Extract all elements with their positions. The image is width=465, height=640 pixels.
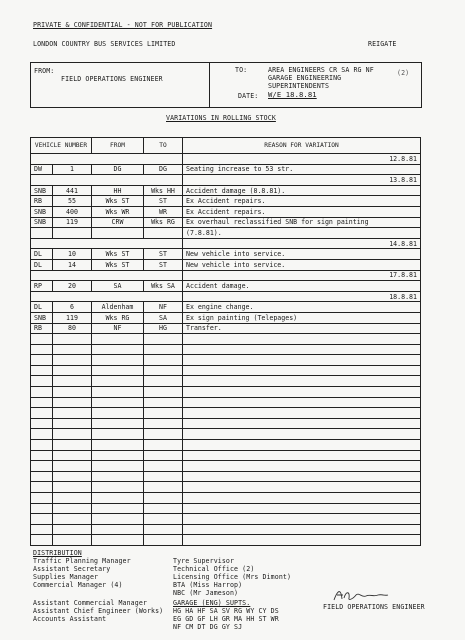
vehicle-number-cell (53, 228, 92, 239)
distribution-left-4: Commercial Manager (4) (33, 581, 123, 589)
blank-cell (183, 514, 421, 525)
reason-cell: New vehicle into service. (183, 249, 421, 260)
date-label: DATE: (238, 92, 259, 100)
distribution-right-1: Tyre Supervisor (173, 557, 235, 565)
blank-cell (144, 461, 183, 472)
from-cell: DG (92, 164, 144, 175)
date-row (31, 154, 421, 165)
vehicle-class-cell: SNB (31, 206, 53, 217)
blank-cell (183, 365, 421, 376)
blank-cell (92, 365, 144, 376)
from-value: FIELD OPERATIONS ENGINEER (61, 75, 163, 83)
vehicle-number-cell: 10 (53, 249, 92, 260)
distribution-left-lower-2: Assistant Chief Engineer (Works) (33, 607, 164, 615)
vehicle-class-cell: DL (31, 302, 53, 313)
table-row (31, 196, 421, 207)
table-row (31, 228, 421, 239)
blank-cell (144, 397, 183, 408)
from-cell (92, 228, 144, 239)
blank-row (31, 344, 421, 355)
blank-cell (31, 334, 53, 345)
blank-cell (92, 503, 144, 514)
from-cell: Wks ST (92, 196, 144, 207)
blank-cell (183, 344, 421, 355)
blank-row (31, 493, 421, 504)
empty-cell (31, 154, 183, 165)
blank-cell (53, 503, 92, 514)
blank-cell (53, 408, 92, 419)
vehicle-number-cell: 119 (53, 217, 92, 228)
blank-cell (183, 440, 421, 451)
blank-cell (31, 482, 53, 493)
date-row (31, 238, 421, 249)
blank-cell (53, 397, 92, 408)
table-row (31, 249, 421, 260)
blank-cell (31, 461, 53, 472)
blank-cell (53, 471, 92, 482)
blank-cell (92, 418, 144, 429)
blank-cell (53, 493, 92, 504)
blank-row (31, 461, 421, 472)
blank-cell (183, 376, 421, 387)
distribution-heading: DISTRIBUTION (33, 549, 82, 557)
distribution-left-1: Traffic Planning Manager (33, 557, 131, 565)
blank-row (31, 524, 421, 535)
handwritten-signature (332, 587, 390, 603)
reason-cell: Ex engine change. (183, 302, 421, 313)
to-cell: ST (144, 249, 183, 260)
blank-cell (31, 535, 53, 546)
distribution-right-2: Technical Office (2) (173, 565, 255, 573)
blank-cell (53, 482, 92, 493)
blank-cell (53, 376, 92, 387)
blank-cell (53, 344, 92, 355)
blank-cell (31, 503, 53, 514)
date-cell: 14.8.81 (183, 238, 421, 249)
blank-cell (183, 482, 421, 493)
blank-cell (92, 408, 144, 419)
blank-cell (183, 355, 421, 366)
from-cell: Wks RG (92, 312, 144, 323)
blank-cell (92, 493, 144, 504)
blank-cell (53, 524, 92, 535)
vehicle-number-cell: 14 (53, 259, 92, 270)
blank-row (31, 440, 421, 451)
reason-cell: Ex sign painting (Telepages) (183, 312, 421, 323)
vehicle-number-cell: 441 (53, 185, 92, 196)
vehicle-class-cell: SNB (31, 312, 53, 323)
blank-cell (53, 535, 92, 546)
blank-cell (92, 535, 144, 546)
distribution-right-3: Licensing Office (Mrs Dimont) (173, 573, 292, 581)
to-cell: Wks HH (144, 185, 183, 196)
blank-cell (92, 471, 144, 482)
blank-cell (31, 471, 53, 482)
blank-row (31, 482, 421, 493)
blank-row (31, 450, 421, 461)
date-cell: 18.8.81 (183, 291, 421, 302)
blank-row (31, 471, 421, 482)
blank-row (31, 376, 421, 387)
reason-cell: Ex Accident repairs. (183, 196, 421, 207)
blank-cell (31, 440, 53, 451)
from-cell: CRW (92, 217, 144, 228)
blank-cell (92, 376, 144, 387)
blank-cell (92, 524, 144, 535)
header-reason: REASON FOR VARIATION (183, 138, 421, 154)
from-cell: Wks WR (92, 206, 144, 217)
blank-cell (183, 535, 421, 546)
blank-cell (31, 355, 53, 366)
blank-cell (53, 440, 92, 451)
table-header-row (31, 138, 421, 154)
to-cell: ST (144, 196, 183, 207)
blank-row (31, 429, 421, 440)
memo-header-divider (209, 62, 210, 108)
from-label: FROM: (34, 67, 55, 75)
blank-cell (53, 418, 92, 429)
blank-cell (144, 334, 183, 345)
vehicle-number-cell: 400 (53, 206, 92, 217)
classification-heading: PRIVATE & CONFIDENTIAL - NOT FOR PUBLICATION (33, 21, 213, 29)
blank-row (31, 535, 421, 546)
from-cell: Wks ST (92, 259, 144, 270)
blank-cell (53, 355, 92, 366)
blank-cell (144, 535, 183, 546)
vehicle-number-cell: 55 (53, 196, 92, 207)
blank-cell (53, 365, 92, 376)
vehicle-class-cell: DW (31, 164, 53, 175)
blank-cell (31, 376, 53, 387)
to-cell: DG (144, 164, 183, 175)
blank-cell (144, 503, 183, 514)
table-row (31, 312, 421, 323)
blank-cell (183, 397, 421, 408)
to-line-3: SUPERINTENDENTS (268, 82, 330, 90)
blank-cell (183, 387, 421, 398)
table-row (31, 217, 421, 228)
vehicle-class-cell: SNB (31, 217, 53, 228)
garage-line-1: HG HA HF SA SV RG WY CY DS (173, 607, 279, 615)
header-to: TO (144, 138, 183, 154)
blank-cell (144, 387, 183, 398)
blank-cell (183, 334, 421, 345)
garage-line-2: EG GD GF LH GR MA HH ST WR (173, 615, 279, 623)
to-cell: Wks SA (144, 281, 183, 292)
vehicle-class-cell: RB (31, 323, 53, 334)
to-cell (144, 228, 183, 239)
date-value: W/E 18.8.81 (268, 90, 317, 99)
blank-cell (31, 418, 53, 429)
reason-cell: Ex overhaul reclassified SNB for sign painting (183, 217, 421, 228)
table-row (31, 164, 421, 175)
table-row (31, 259, 421, 270)
blank-cell (183, 503, 421, 514)
blank-cell (53, 461, 92, 472)
to-cell: SA (144, 312, 183, 323)
vehicle-class-cell: RP (31, 281, 53, 292)
garage-heading: GARAGE (ENG) SUPTS. (173, 599, 251, 607)
blank-cell (92, 355, 144, 366)
header-vehicle-number: VEHICLE NUMBER (31, 138, 92, 154)
vehicle-class-cell: RB (31, 196, 53, 207)
blank-cell (92, 387, 144, 398)
blank-cell (183, 408, 421, 419)
reason-cell: Accident damage (8.8.81). (183, 185, 421, 196)
vehicle-number-cell: 20 (53, 281, 92, 292)
vehicle-class-cell: DL (31, 249, 53, 260)
blank-cell (53, 514, 92, 525)
blank-cell (183, 418, 421, 429)
date-cell: 12.8.81 (183, 154, 421, 165)
to-cell: NF (144, 302, 183, 313)
vehicle-number-cell: 6 (53, 302, 92, 313)
blank-row (31, 397, 421, 408)
to-cell: Wks RG (144, 217, 183, 228)
from-cell: HH (92, 185, 144, 196)
to-line-2: GARAGE ENGINEERING (268, 74, 342, 82)
blank-row (31, 408, 421, 419)
date-row (31, 175, 421, 186)
blank-cell (92, 482, 144, 493)
blank-cell (144, 493, 183, 504)
blank-cell (144, 482, 183, 493)
vehicle-class-cell: SNB (31, 185, 53, 196)
table-row (31, 281, 421, 292)
blank-cell (144, 344, 183, 355)
from-cell: Wks ST (92, 249, 144, 260)
distribution-right-4: BTA (Miss Harrop) (173, 581, 243, 589)
signature-title: FIELD OPERATIONS ENGINEER (323, 603, 425, 611)
blank-cell (183, 471, 421, 482)
blank-cell (92, 514, 144, 525)
blank-cell (144, 440, 183, 451)
blank-cell (31, 429, 53, 440)
empty-cell (31, 270, 183, 281)
to-cell: ST (144, 259, 183, 270)
to-label: TO: (235, 66, 248, 74)
reason-cell: Accident damage. (183, 281, 421, 292)
distribution-right-5: NBC (Mr Jameson) (173, 589, 239, 597)
blank-cell (53, 450, 92, 461)
date-cell: 13.8.81 (183, 175, 421, 186)
vehicle-class-cell (31, 228, 53, 239)
blank-cell (92, 450, 144, 461)
blank-cell (31, 387, 53, 398)
blank-cell (183, 461, 421, 472)
blank-cell (92, 344, 144, 355)
table-row (31, 302, 421, 313)
blank-cell (92, 334, 144, 345)
table-row (31, 185, 421, 196)
blank-cell (92, 397, 144, 408)
blank-row (31, 418, 421, 429)
to-cell: HG (144, 323, 183, 334)
table-row (31, 323, 421, 334)
blank-cell (53, 387, 92, 398)
blank-cell (92, 429, 144, 440)
blank-cell (183, 524, 421, 535)
blank-row (31, 334, 421, 345)
blank-cell (183, 429, 421, 440)
blank-row (31, 365, 421, 376)
blank-cell (92, 461, 144, 472)
blank-cell (144, 524, 183, 535)
blank-cell (144, 376, 183, 387)
vehicle-number-cell: 119 (53, 312, 92, 323)
distribution-left-lower-3: Accounts Assistant (33, 615, 107, 623)
blank-cell (144, 355, 183, 366)
corner-mark: (2) (397, 69, 410, 77)
reason-cell: Ex Accident repairs. (183, 206, 421, 217)
document-title: VARIATIONS IN ROLLING STOCK (166, 114, 276, 122)
header-from: FROM (92, 138, 144, 154)
empty-cell (31, 291, 183, 302)
distribution-left-3: Supplies Manager (33, 573, 99, 581)
blank-row (31, 355, 421, 366)
organisation-name: LONDON COUNTRY BUS SERVICES LIMITED (33, 40, 176, 48)
distribution-left-2: Assistant Secretary (33, 565, 111, 573)
blank-cell (92, 440, 144, 451)
blank-row (31, 503, 421, 514)
blank-cell (31, 397, 53, 408)
variations-table (30, 137, 421, 546)
vehicle-number-cell: 1 (53, 164, 92, 175)
blank-cell (144, 418, 183, 429)
blank-cell (144, 429, 183, 440)
blank-cell (31, 450, 53, 461)
blank-cell (144, 365, 183, 376)
to-cell: WR (144, 206, 183, 217)
blank-row (31, 387, 421, 398)
garage-line-3: NF CM DT DG GY SJ (173, 623, 243, 631)
blank-cell (31, 514, 53, 525)
date-row (31, 270, 421, 281)
empty-cell (31, 175, 183, 186)
date-row (31, 291, 421, 302)
empty-cell (31, 238, 183, 249)
from-cell: SA (92, 281, 144, 292)
from-cell: NF (92, 323, 144, 334)
blank-cell (144, 514, 183, 525)
blank-cell (53, 334, 92, 345)
distribution-left-lower-1: Assistant Commercial Manager (33, 599, 147, 607)
table-body (31, 154, 421, 546)
table-row (31, 206, 421, 217)
reason-cell: Transfer. (183, 323, 421, 334)
blank-cell (144, 471, 183, 482)
vehicle-class-cell: DL (31, 259, 53, 270)
blank-row (31, 514, 421, 525)
blank-cell (31, 524, 53, 535)
blank-cell (183, 493, 421, 504)
blank-cell (144, 408, 183, 419)
blank-cell (183, 450, 421, 461)
blank-cell (31, 344, 53, 355)
reason-cell: New vehicle into service. (183, 259, 421, 270)
blank-cell (31, 408, 53, 419)
from-cell: Aldenham (92, 302, 144, 313)
reason-cell: (7.8.81). (183, 228, 421, 239)
vehicle-number-cell: 80 (53, 323, 92, 334)
to-line-1: AREA ENGINEERS CR SA RG NF (268, 66, 374, 74)
reason-cell: Seating increase to 53 str. (183, 164, 421, 175)
blank-cell (144, 450, 183, 461)
date-cell: 17.8.81 (183, 270, 421, 281)
blank-cell (53, 429, 92, 440)
blank-cell (31, 365, 53, 376)
location-label: REIGATE (368, 40, 397, 48)
blank-cell (31, 493, 53, 504)
